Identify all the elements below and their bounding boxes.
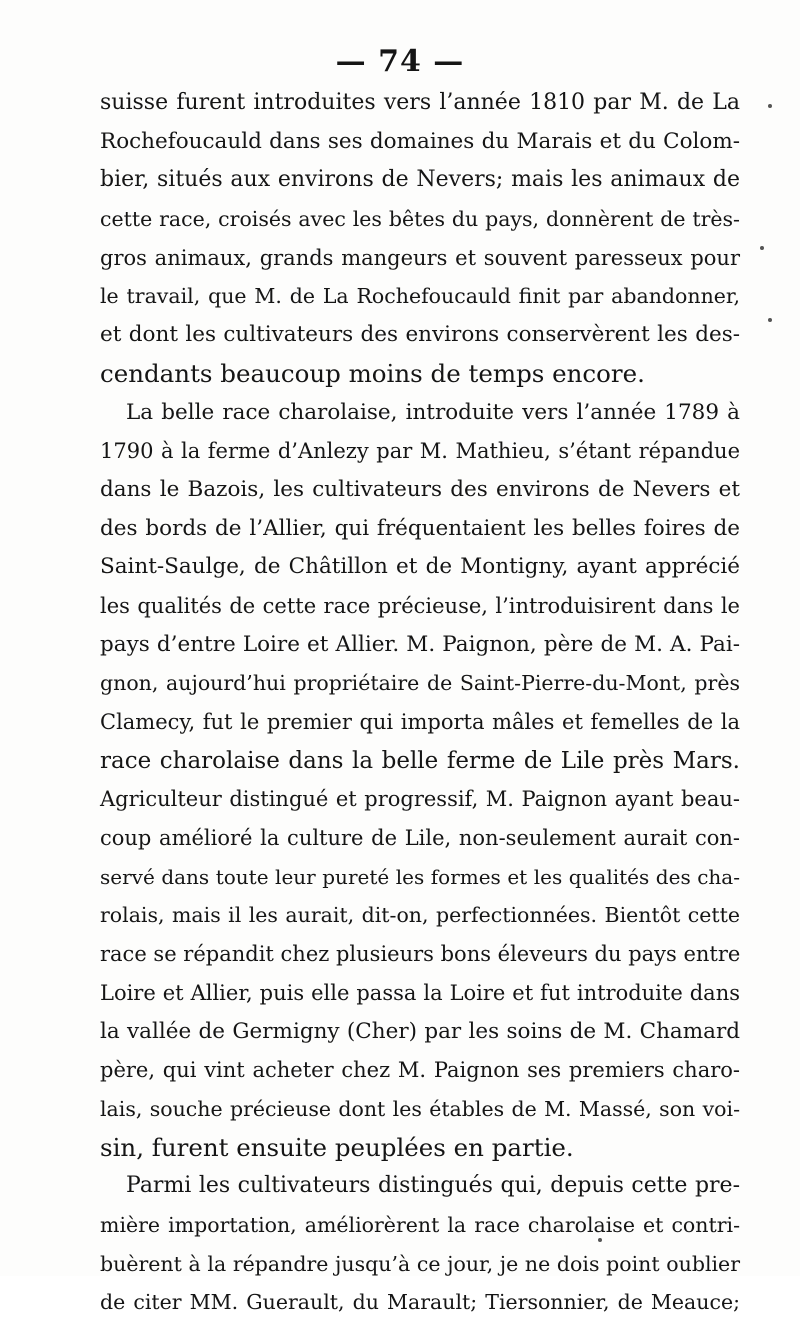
text-line: pays d’entre Loire et Allier. M. Paignon, père de M. A. Pai- — [100, 631, 740, 657]
ink-speck — [768, 318, 772, 322]
text-line: bier, situés aux environs de Nevers; mais les animaux de — [100, 167, 740, 193]
ink-speck — [760, 246, 764, 250]
ink-speck — [598, 1238, 602, 1242]
text-line: la vallée de Germigny (Cher) par les soins de M. Chamard — [100, 1018, 740, 1044]
text-line: les qualités de cette race précieuse, l’introduisirent dans le — [100, 593, 740, 618]
text-line: Loire et Allier, puis elle passa la Loire et fut introduite dans — [100, 980, 740, 1005]
text-line: Agriculteur distingué et progressif, M. Paignon ayant beau- — [100, 787, 740, 812]
page-number: — 74 — — [335, 44, 465, 79]
text-line: La belle race charolaise, introduite vers l’année 1789 à — [126, 399, 740, 425]
body-text — [100, 84, 740, 1322]
text-line: rolais, mais il les aurait, dit-on, perfectionnées. Bientôt cette — [100, 903, 740, 928]
text-line: le travail, que M. de La Rochefoucauld finit par abandonner, — [100, 284, 740, 309]
text-line: et dont les cultivateurs des environs conservèrent les des- — [100, 322, 740, 348]
text-line: de citer MM. Guerault, du Marault; Tiersonnier, de Meauce; — [100, 1290, 740, 1315]
text-line: 1790 à la ferme d’Anlezy par M. Mathieu, s’étant répandue — [100, 439, 740, 464]
text-line: cendants beaucoup moins de temps encore. — [100, 358, 645, 388]
text-line: lais, souche précieuse dont les étables de M. Massé, son voi- — [100, 1096, 740, 1121]
ink-speck — [768, 104, 772, 108]
text-line: des bords de l’Allier, qui fréquentaient les belles foires de — [100, 515, 740, 541]
text-line: buèrent à la répandre jusqu’à ce jour, je ne dois point oublier — [100, 1251, 740, 1276]
text-line: servé dans toute leur pureté les formes et les qualités des cha- — [100, 864, 740, 889]
text-line: suisse furent introduites vers l’année 1810 par M. de La — [100, 90, 740, 115]
text-line: dans le Bazois, les cultivateurs des environs de Nevers et — [100, 476, 740, 502]
text-line: race se répandit chez plusieurs bons éleveurs du pays entre — [100, 942, 741, 967]
text-line: race charolaise dans la belle ferme de Lile près Mars. — [100, 747, 740, 774]
text-line: coup amélioré la culture de Lile, non-seulement aurait con- — [100, 826, 740, 851]
text-line: père, qui vint acheter chez M. Paignon ses premiers charo- — [100, 1058, 740, 1083]
text-line: Saint-Saulge, de Châtillon et de Montigny, ayant apprécié — [100, 554, 740, 580]
text-line: mière importation, améliorèrent la race charolaise et contri- — [100, 1212, 740, 1237]
text-line: gnon, aujourd’hui propriétaire de Saint-Pierre-du-Mont, près — [100, 671, 740, 696]
text-line: sin, furent ensuite peuplées en partie. — [100, 1132, 574, 1162]
text-line: Parmi les cultivateurs distingués qui, depuis cette pre- — [126, 1173, 740, 1199]
text-line: Clamecy, fut le premier qui importa mâles et femelles de la — [100, 710, 740, 734]
text-line: cette race, croisés avec les bêtes du pays, donnèrent de très- — [100, 207, 740, 232]
text-line: Rochefoucauld dans ses domaines du Marais et du Colom- — [100, 128, 740, 154]
text-line: gros animaux, grands mangeurs et souvent paresseux pour — [100, 245, 740, 270]
